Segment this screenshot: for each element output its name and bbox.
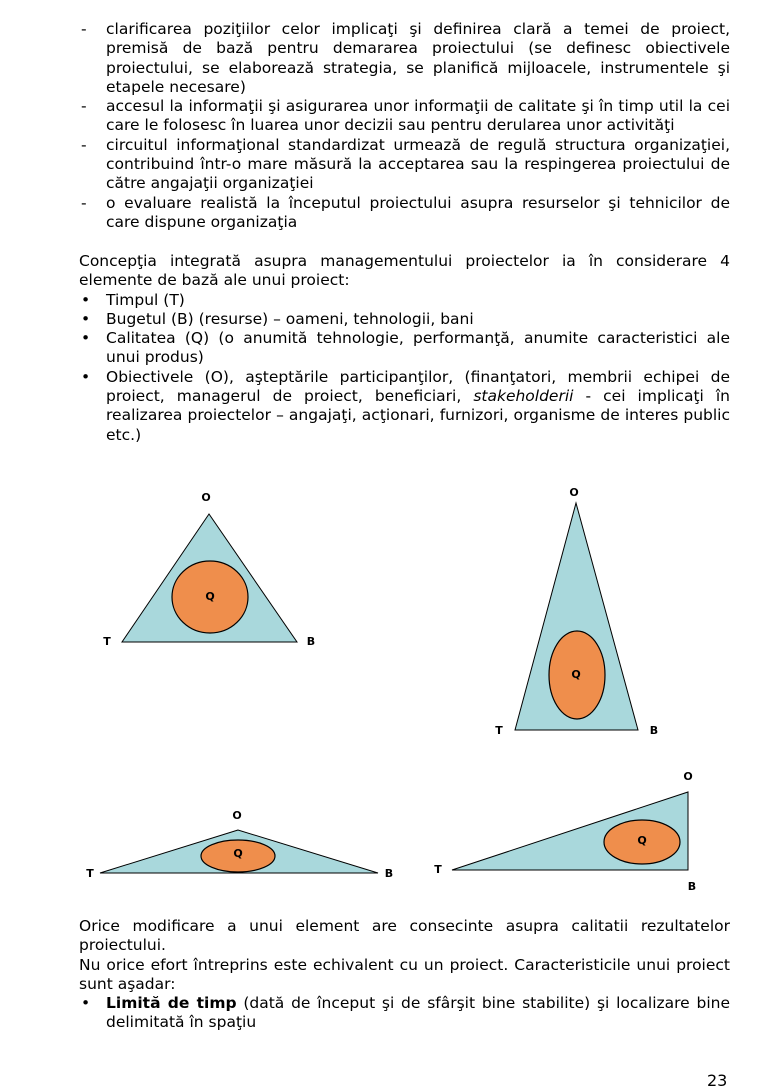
label-b: B — [687, 880, 697, 893]
bullet-marker: • — [81, 994, 91, 1013]
concept-paragraph: Concepţia integrată asupra managementului proiectelor ia în considerare 4 elemente de bază ale unui proiect: — [79, 252, 730, 290]
dash-marker: - — [81, 135, 87, 154]
list-item-text: circuitul informaţional standardizat urmează de regulă structura organizaţiei, contribuind într-o mare măsură la acceptarea sau la respingerea proiectului de către angajaţii organizaţiei — [106, 135, 730, 193]
tall-triangle-diagram — [495, 486, 658, 737]
label-q: Q — [637, 834, 647, 847]
label-o: O — [569, 486, 579, 499]
label-t: T — [434, 863, 442, 876]
dash-marker: - — [81, 193, 87, 212]
bullet-marker: • — [81, 290, 91, 309]
balanced-triangle-diagram — [103, 491, 315, 648]
label-o: O — [683, 770, 693, 783]
bullet-marker: • — [81, 329, 91, 348]
label-b: B — [384, 867, 394, 880]
label-q: Q — [233, 847, 243, 860]
list-item — [79, 994, 730, 1033]
label-t: T — [495, 724, 503, 737]
list-item-text-part: (dată de început şi de sfârşit bine stabilite) şi localizare bine delimitată în spaţiu — [106, 994, 730, 1032]
list-item-text: Timpul (T) — [106, 290, 185, 309]
list-item-text: Calitatea (Q) (o anumită tehnologie, performanţă, anumite caracteristici ale unui produs) — [106, 329, 730, 367]
list-item-text: clarificarea poziţiilor celor implicaţi şi definirea clară a temei de proiect, premisă de bază pentru demararea proiectului (se definesc obiectivele proiectului, se elaborează strategia, se planifică mijloacele, instrumentele şi etapele necesare) — [106, 20, 730, 96]
bullet-marker: • — [81, 367, 91, 386]
bullet-marker: • — [81, 309, 91, 328]
dash-marker: - — [81, 97, 87, 116]
list-item-text: o evaluare realistă la începutul proiectului asupra resurselor şi tehnicilor de care dispune organizaţia — [106, 193, 730, 231]
label-t: T — [103, 635, 111, 648]
label-b: B — [306, 635, 316, 648]
label-q: Q — [205, 590, 215, 603]
label-b: B — [649, 724, 659, 737]
label-t: T — [86, 867, 94, 880]
right-triangle-diagram — [434, 770, 696, 893]
italic-term: stakeholderii — [473, 387, 574, 406]
list-item-text: accesul la informaţii şi asigurarea unor informaţii de calitate şi în timp util la cei care le folosesc în luarea unor decizii sau pentru derularea unor activităţi — [106, 97, 730, 135]
label-o: O — [201, 491, 211, 504]
paragraph: Orice modificare a unui element are consecinte asupra calitatii rezultatelor proiectului. — [79, 917, 730, 955]
closing-section — [79, 917, 730, 1033]
dash-marker: - — [81, 20, 87, 38]
list-item-text-part: - cei implicaţi în realizarea proiectelor – angajaţi, acţionari, furnizori, organisme de interes public etc.) — [106, 387, 731, 444]
bold-term: Limită de timp — [106, 994, 237, 1013]
label-o: O — [232, 809, 242, 822]
list-item-text: Bugetul (B) (resurse) – oameni, tehnologii, bani — [106, 309, 474, 328]
page-number: 23 — [707, 1071, 728, 1090]
label-q: Q — [571, 668, 581, 681]
paragraph: Nu orice efort întreprins este echivalent cu un proiect. Caracteristicile unui proiect sunt aşadar: — [79, 955, 730, 993]
flat-triangle-diagram — [86, 809, 393, 880]
list-item-text-part: Obiectivele (O), aşteptările participanţilor, (finanţatori, membrii echipei de proiect, managerul de proiect, beneficiari, — [106, 367, 730, 406]
